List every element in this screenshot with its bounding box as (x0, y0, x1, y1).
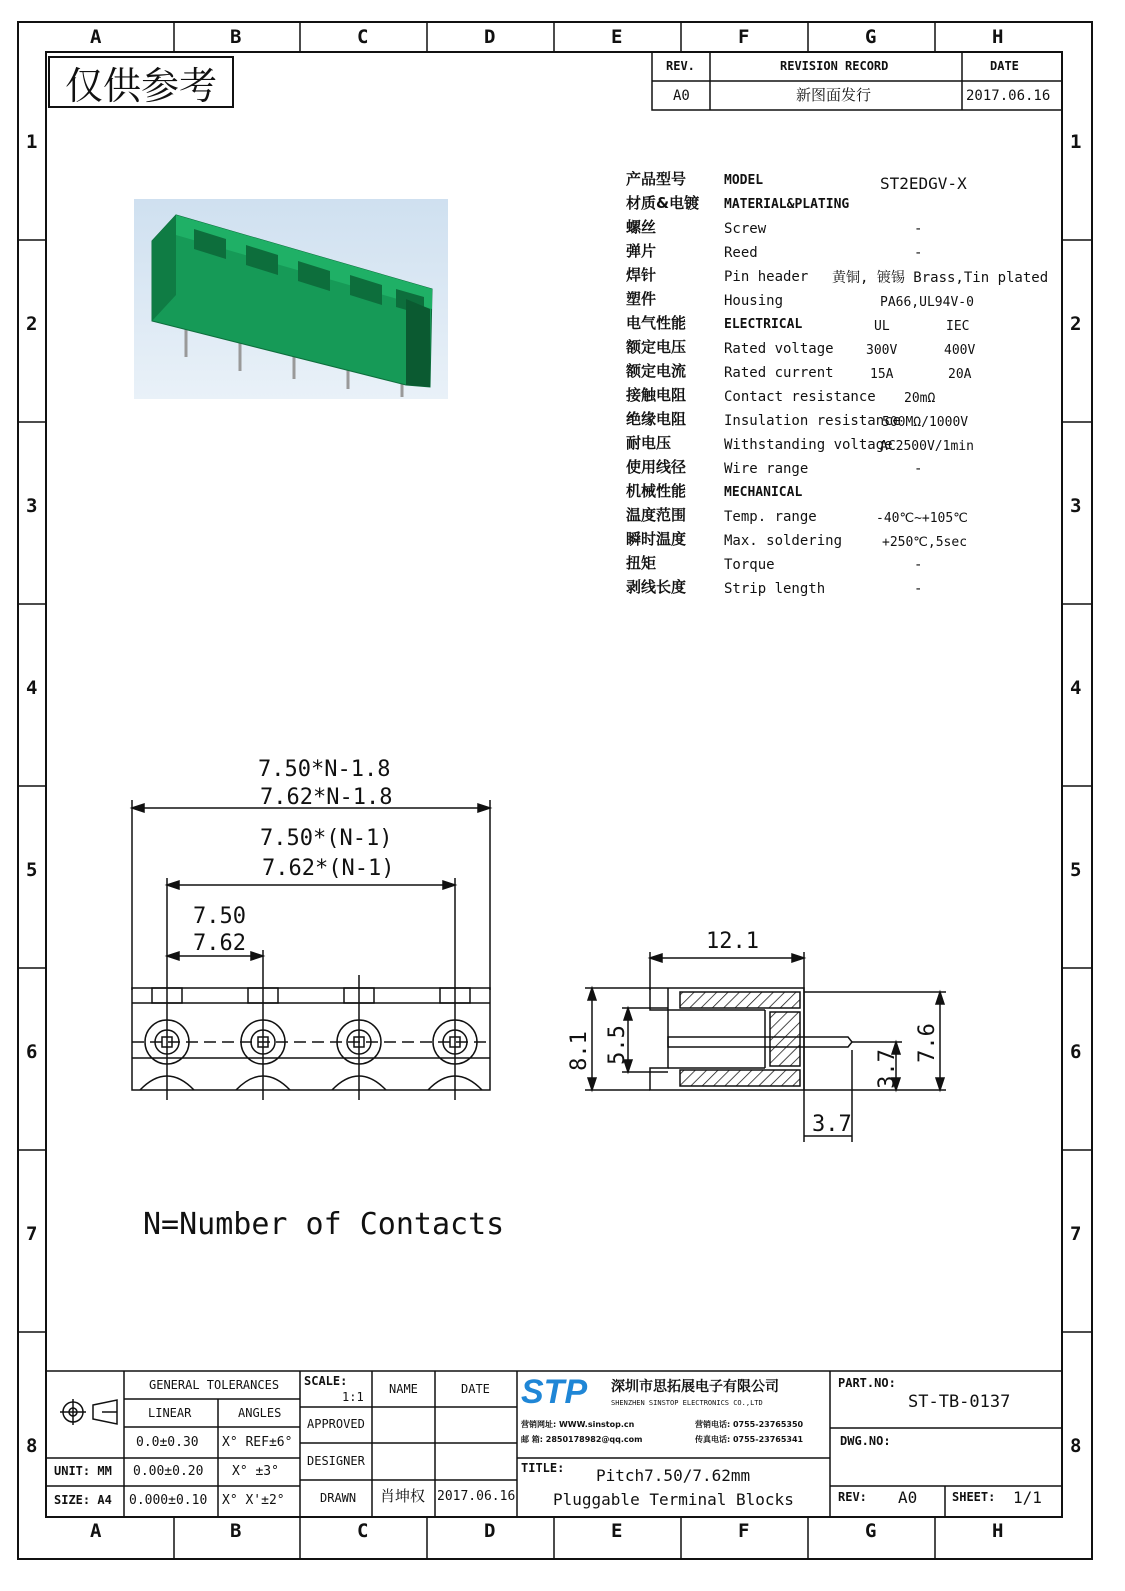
angles-label: ANGLES (238, 1406, 282, 1420)
date-label: DATE (461, 1382, 490, 1396)
scale-value: 1:1 (342, 1390, 364, 1404)
spec-cn-1: 材质&电镀 (626, 194, 700, 212)
col-label-h: H (992, 26, 1004, 48)
spec-en-1: MATERIAL&PLATING (724, 197, 850, 212)
sheet-value: 1/1 (1013, 1488, 1042, 1507)
spec-en-16: Torque (724, 557, 775, 573)
col-label-b: B (230, 26, 242, 48)
col-label-b-bottom: B (230, 1520, 242, 1542)
part-no-value: ST-TB-0137 (908, 1392, 1011, 1412)
spec-cn-4: 焊针 (626, 266, 657, 284)
spec-val-10: 500MΩ/1000V (882, 415, 969, 430)
dim-overall-1: 7.50*N-1.8 (258, 757, 391, 782)
dwg-no-label: DWG.NO: (840, 1434, 891, 1448)
col-label-c-bottom: C (357, 1520, 369, 1542)
spec-en-12: Wire range (724, 461, 809, 477)
dim-height-outer: 8.1 (566, 1031, 592, 1071)
sheet-label: SHEET: (952, 1490, 996, 1504)
row-label-7-right: 7 (1070, 1223, 1082, 1245)
spec-cn-10: 绝缘电阻 (626, 410, 687, 428)
scale-label: SCALE: (304, 1374, 348, 1388)
connector-illustration (134, 199, 448, 399)
row-label-3-right: 3 (1070, 495, 1082, 517)
angle-tol-2: X° ±3° (232, 1464, 279, 1479)
spec-en-2: Screw (724, 221, 767, 237)
rev-header: REV. (666, 59, 695, 73)
contact-fax: 传真电话: 0755-23765341 (695, 1435, 804, 1444)
unit-label: UNIT: MM (54, 1464, 112, 1478)
spec-cn-11: 耐电压 (626, 434, 672, 452)
revision-record-header: REVISION RECORD (780, 59, 889, 73)
spec-val-6b: IEC (946, 319, 970, 334)
spec-en-14: Temp. range (724, 509, 817, 525)
spec-en-17: Strip length (724, 581, 826, 597)
contact-mail: 邮 箱: 2850178982@qq.com (521, 1435, 643, 1444)
dim-side-width: 12.1 (706, 929, 759, 954)
spec-val-6a: UL (874, 319, 890, 334)
spec-cn-14: 温度范围 (626, 506, 687, 524)
rev-value-title: A0 (898, 1488, 918, 1507)
col-label-e-bottom: E (611, 1520, 623, 1542)
spec-val-7a: 300V (866, 343, 898, 358)
spec-val-17: - (914, 581, 923, 597)
linear-tol-1: 0.0±0.30 (136, 1435, 199, 1450)
col-label-a: A (90, 26, 102, 48)
col-label-d-bottom: D (484, 1520, 496, 1542)
spec-en-6: ELECTRICAL (724, 317, 803, 332)
rev-label: REV: (838, 1490, 867, 1504)
row-label-6-right: 6 (1070, 1041, 1082, 1063)
dim-span-1: 7.50*(N-1) (260, 826, 393, 851)
dim-span-2: 7.62*(N-1) (262, 856, 395, 881)
spec-cn-2: 螺丝 (626, 218, 657, 236)
spec-val-14: -40℃~+105℃ (876, 511, 968, 526)
dim-overall-2: 7.62*N-1.8 (260, 785, 393, 810)
general-tolerances-label: GENERAL TOLERANCES (149, 1378, 280, 1392)
spec-cn-13: 机械性能 (626, 482, 687, 500)
spec-en-7: Rated voltage (724, 341, 834, 357)
row-label-8: 8 (26, 1435, 38, 1457)
spec-val-7b: 400V (944, 343, 976, 358)
side-view-drawing (585, 952, 946, 1142)
size-label: SIZE: A4 (54, 1493, 112, 1507)
contact-tel: 营销电话: 0755-23765350 (695, 1420, 804, 1429)
linear-tol-2: 0.00±0.20 (133, 1464, 204, 1479)
spec-en-4: Pin header (724, 269, 809, 285)
col-label-f-bottom: F (738, 1520, 750, 1542)
spec-en-15: Max. soldering (724, 533, 843, 549)
row-label-7: 7 (26, 1223, 38, 1245)
spec-cn-7: 额定电压 (626, 338, 687, 356)
spec-val-3: - (914, 245, 923, 261)
spec-cn-6: 电气性能 (626, 314, 687, 332)
angle-tol-1: X° REF±6° (222, 1435, 293, 1450)
spec-val-4: 黄铜, 镀锡 Brass,Tin plated (832, 270, 1049, 286)
col-label-e: E (611, 26, 623, 48)
row-label-2: 2 (26, 313, 38, 335)
row-label-8-right: 8 (1070, 1435, 1082, 1457)
dim-pitch-2: 7.62 (193, 931, 246, 956)
title-label: TITLE: (521, 1461, 565, 1475)
drawn-date: 2017.06.16 (437, 1489, 516, 1504)
spec-cn-0: 产品型号 (626, 170, 687, 188)
contact-web: 营销网址: WWW.sinstop.cn (521, 1420, 635, 1429)
company-name-en: SHENZHEN SINSTOP ELECTRONICS CO.,LTD (611, 1399, 763, 1407)
spec-en-9: Contact resistance (724, 389, 876, 405)
designer-label: DESIGNER (307, 1454, 365, 1468)
company-name-cn: 深圳市思拓展电子有限公司 (611, 1379, 779, 1395)
angle-tol-3: X° X'±2° (222, 1493, 285, 1508)
row-label-5-right: 5 (1070, 859, 1082, 881)
spec-val-15: +250℃,5sec (882, 535, 968, 550)
spec-en-10: Insulation resistance (724, 413, 902, 429)
spec-en-0: MODEL (724, 173, 764, 188)
drawn-label: DRAWN (320, 1491, 357, 1505)
dim-pin-height: 7.6 (914, 1023, 940, 1063)
row-label-1-right: 1 (1070, 131, 1082, 153)
revision-date-value: 2017.06.16 (966, 88, 1051, 104)
spec-val-8b: 20A (948, 367, 972, 382)
spec-en-13: MECHANICAL (724, 485, 803, 500)
part-no-label: PART.NO: (838, 1376, 896, 1390)
spec-val-16: - (914, 557, 923, 573)
revision-record-value: 新图面发行 (796, 86, 872, 104)
row-label-4-right: 4 (1070, 677, 1082, 699)
spec-cn-8: 额定电流 (626, 362, 687, 380)
rev-value: A0 (673, 88, 690, 104)
spec-cn-15: 瞬时温度 (626, 530, 687, 548)
title-line-2: Pluggable Terminal Blocks (553, 1490, 794, 1509)
drawn-name: 肖坤权 (380, 1487, 426, 1505)
col-label-d: D (484, 26, 496, 48)
spec-en-3: Reed (724, 245, 758, 261)
date-header: DATE (990, 59, 1019, 73)
spec-val-8a: 15A (870, 367, 894, 382)
row-label-2-right: 2 (1070, 313, 1082, 335)
spec-en-11: Withstanding voltage (724, 437, 893, 453)
row-label-6: 6 (26, 1041, 38, 1063)
row-label-1: 1 (26, 131, 38, 153)
spec-val-2: - (914, 221, 923, 237)
name-label: NAME (389, 1382, 418, 1396)
spec-val-9: 20mΩ (904, 391, 936, 406)
spec-cn-17: 剥线长度 (626, 578, 687, 596)
spec-en-5: Housing (724, 293, 784, 309)
spec-cn-16: 扭矩 (626, 554, 657, 572)
product-photo (134, 199, 448, 399)
row-label-3: 3 (26, 495, 38, 517)
spec-val-11: AC2500V/1min (880, 439, 974, 454)
reference-only-stamp: 仅供参考 (48, 56, 234, 108)
col-label-g-bottom: G (865, 1520, 877, 1542)
spec-val-5: PA66,UL94V-0 (880, 295, 974, 310)
company-logo: STP (521, 1373, 588, 1411)
spec-en-8: Rated current (724, 365, 834, 381)
col-label-c: C (357, 26, 369, 48)
dim-pitch-1: 7.50 (193, 904, 246, 929)
col-label-g: G (865, 26, 877, 48)
spec-cn-12: 使用线径 (626, 458, 687, 476)
contacts-note: N=Number of Contacts (143, 1207, 505, 1242)
row-label-5: 5 (26, 859, 38, 881)
spec-val-12: - (914, 461, 923, 477)
title-line-1: Pitch7.50/7.62mm (596, 1466, 751, 1485)
dim-pin-offset: 3.7 (874, 1049, 900, 1089)
linear-label: LINEAR (148, 1406, 192, 1420)
row-label-4: 4 (26, 677, 38, 699)
linear-tol-3: 0.000±0.10 (129, 1493, 208, 1508)
col-label-f: F (738, 26, 750, 48)
col-label-a-bottom: A (90, 1520, 102, 1542)
spec-cn-3: 弹片 (626, 242, 657, 260)
dim-height-inner: 5.5 (604, 1025, 630, 1065)
dim-pin-position: 3.7 (812, 1112, 852, 1137)
spec-cn-5: 塑件 (626, 290, 657, 308)
col-label-h-bottom: H (992, 1520, 1004, 1542)
spec-model-value: ST2EDGV-X (880, 174, 967, 193)
spec-cn-9: 接触电阻 (626, 386, 687, 404)
approved-label: APPROVED (307, 1417, 365, 1431)
